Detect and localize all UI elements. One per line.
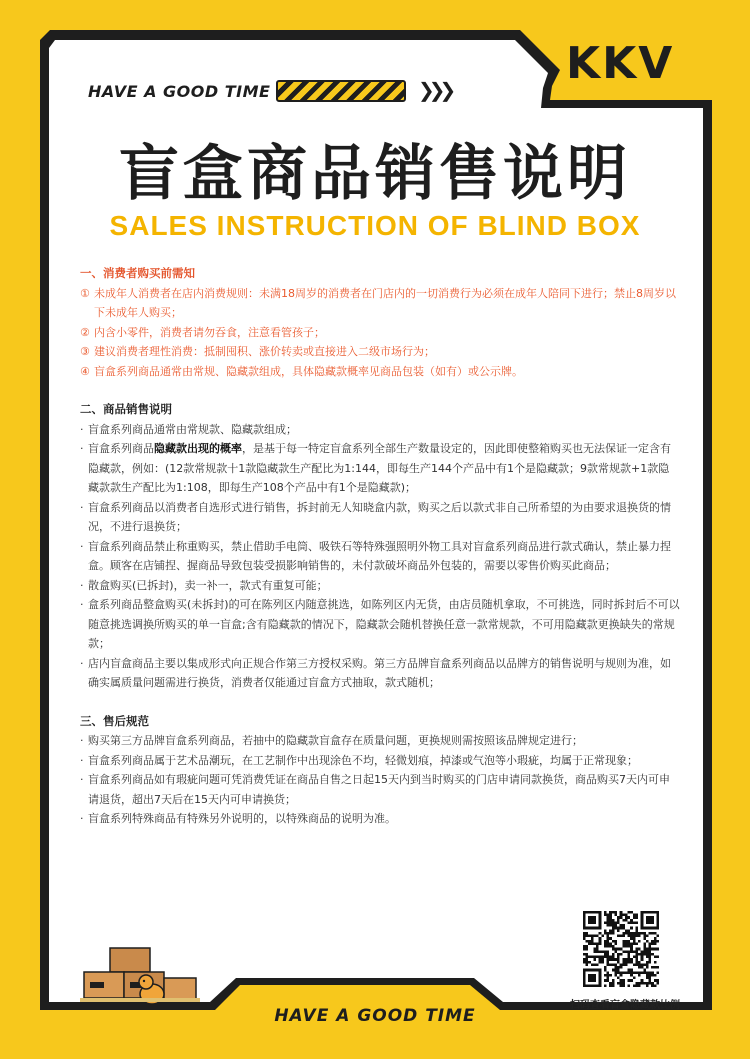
list-item: · 盲盒系列商品通常由常规款、隐藏款组成； bbox=[80, 422, 297, 436]
page-title: 盲盒商品销售说明 bbox=[119, 139, 631, 209]
section-title: 二、商品销售说明 bbox=[80, 402, 172, 416]
list-item: · 盲盒系列商品禁止称重购买，禁止借助手电筒、吸铁石等特殊强照明外物工具对盲盒系列商品进行款式确认，禁止暴力捏盒。顾客在店铺捏、握商品导致包装受损影响销售的，未付款破坏商品外包装的，需要以零售价购买此商品； bbox=[80, 539, 671, 572]
header-tagline: HAVE A GOOD TIME bbox=[88, 82, 271, 101]
hazard-stripe-bar bbox=[276, 80, 406, 102]
qr-caption: 扫码查看盲盒隐藏款比例 bbox=[570, 1000, 680, 1011]
section-2 bbox=[80, 400, 680, 693]
footer-tagline: HAVE A GOOD TIME bbox=[274, 1006, 476, 1026]
list-item: ③ 建议消费者理性消费：抵制囤积、涨价转卖或直接进入二级市场行为； bbox=[80, 345, 435, 358]
list-item: · 散盒购买(已拆封)，卖一补一，款式有重复可能； bbox=[80, 578, 328, 592]
list-item: · 盲盒系列商品如有瑕疵问题可凭消费凭证在商品自售之日起15天内到当时购买的门店申请同款换货，商品购买7天内可申请退货，超出7天后在15天内可申请换货； bbox=[80, 773, 670, 806]
list-item: ② 内含小零件，消费者请勿吞食，注意看管孩子； bbox=[80, 325, 325, 339]
list-item: ④ 盲盒系列商品通常由常规、隐藏款组成，具体隐藏款概率见商品包装（如有）或公示牌。 bbox=[80, 364, 523, 378]
list-item: · 盲盒系列商品以消费者自选形式进行销售，拆封前无人知晓盒内款，购买之后以款式非自己所希望的为由要求退换货的情况，不进行退换货； bbox=[80, 500, 671, 533]
brand-logo: KKV bbox=[566, 38, 675, 89]
qr-code[interactable] bbox=[583, 911, 659, 987]
content-body bbox=[80, 264, 680, 848]
chevron-arrows-icon: ❯❯❯ bbox=[418, 78, 451, 102]
section-title: 一、消费者购买前需知 bbox=[80, 266, 195, 280]
list-item: · 盲盒系列特殊商品有特殊另外说明的，以特殊商品的说明为准。 bbox=[80, 812, 396, 825]
highlight-text: 隐藏款出现的概率 bbox=[154, 442, 242, 455]
section-title: 三、售后规范 bbox=[80, 713, 149, 728]
list-item: · 盲盒系列商品隐藏款出现的概率，是基于每一特定盲盒系列全部生产数量设定的，因此即使整箱购买也无法保证一定含有隐藏款，例如：(12款常规款十1款隐藏款生产配比为1:144，即每生产144个产品中有1个是隐藏款；9款常规款+1款隐藏款款生产配比为1:108，即每生产108个产品中有1个是隐藏款)； bbox=[80, 442, 671, 494]
list-item: · 盒系列商品整盒购买(未拆封)的可在陈列区内随意挑选，如陈列区内无货，由店员随机拿取，不可挑选，同时拆封后不可以随意挑选调换所购买的单一盲盒;含有隐藏款的情况下，隐藏款会随机替换任意一款常规款，不可用隐藏款更换缺失的常规款； bbox=[80, 598, 680, 650]
blind-box-illustration bbox=[80, 942, 200, 1010]
list-item: ① 未成年人消费者在店内消费规则：未满18周岁的消费者在门店内的一切消费行为必须在成年人陪同下进行；禁止8周岁以下未成年人购买； bbox=[80, 286, 676, 319]
section-3 bbox=[80, 712, 680, 829]
page-subtitle: SALES INSTRUCTION OF BLIND BOX bbox=[109, 210, 641, 241]
list-item: · 店内盲盒商品主要以集成形式向正规合作第三方授权采购。第三方品牌盲盒系列商品以品牌方的销售说明与规则为准，如确实属质量问题需进行换货，消费者仅能通过盲盒方式抽取，款式随机； bbox=[80, 656, 671, 689]
list-item: · 购买第三方品牌盲盒系列商品，若抽中的隐藏款盲盒存在质量问题，更换规则需按照该品牌规定进行； bbox=[80, 734, 583, 747]
list-item: · 盲盒系列商品属于艺术品潮玩，在工艺制作中出现涂色不均，轻微划痕，掉漆或气泡等小瑕疵，均属于正常现象； bbox=[80, 753, 638, 767]
section-1 bbox=[80, 264, 680, 381]
